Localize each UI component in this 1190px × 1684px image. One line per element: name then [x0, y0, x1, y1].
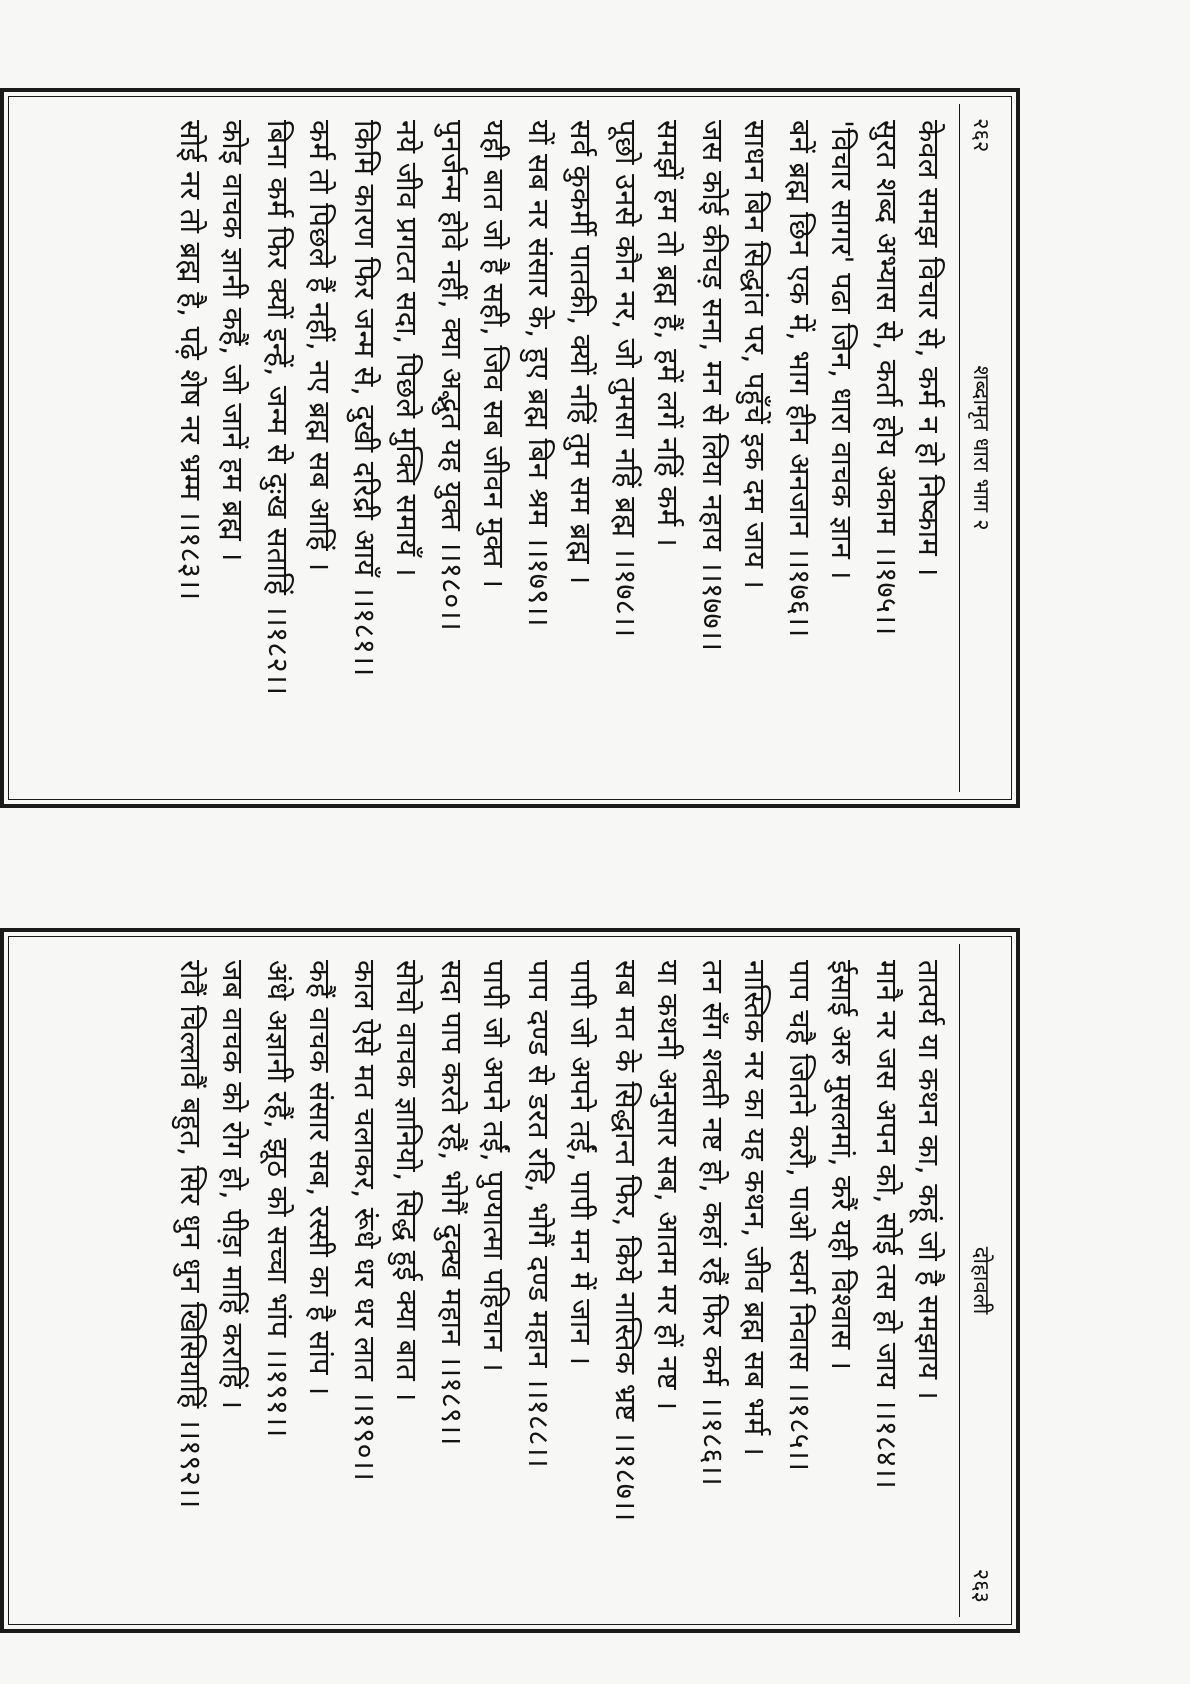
verse-line: अंधे अज्ञानी रहैं, झूठ को सच्चा भांप ।।१९१।।: [261, 960, 295, 1438]
verse-line: यही बात जो है सही, जिव सब जीवन मुक्त ।: [477, 120, 511, 589]
verse-line: काल ऐसे मत चलाकर, रूंधे धर धर लात ।।१९०।।: [348, 960, 382, 1482]
running-title: दोहावली: [968, 1246, 993, 1315]
verse-line: पाप चहै जितने करौ, पाओ स्वर्ग निवास ।।१८५।।: [783, 960, 817, 1472]
verse-line: कोइ वाचक ज्ञानी कहैं, जो जानें हम ब्रह्म ।: [216, 120, 250, 562]
verse-line: पूछो उनसे कौन नर, जो तुमसा नहिं ब्रह्म ।।१७८।।: [609, 120, 643, 638]
page-262-frame: [0, 88, 1020, 808]
verse-line: 'विचार सागर' पढा जिन, धारा वाचक ज्ञान ।: [825, 120, 859, 580]
verse-line: सदा पाप करते रहैं, भोगैं दुक्ख महान ।।१८९।।: [435, 960, 469, 1446]
page-263-frame: [0, 928, 1020, 1633]
verse-line: सर्व कुकर्मी पातकी, क्यों नहिं तुम सम ब्रह्म ।: [564, 120, 598, 585]
verse-line: केवल समझ विचार से, कर्म न हो निष्काम ।: [912, 120, 946, 577]
verse-line: ईसाई अरु मुसलमां, करैं यही विश्वास ।: [825, 960, 859, 1371]
verse-line: साधन बिन सिद्धांत पर, पहुँचें इक दम जाय ।: [738, 120, 772, 590]
verse-line: सोई नर तो ब्रह्म है, पढ़े शेष नर भ्रम्म ।।१८३।।: [174, 120, 208, 601]
verse-line: बनें ब्रह्म छिन एक में, भाग हीन अनजान ।।१७६।।: [783, 120, 817, 638]
verse-line: रोवैं चिल्लावैं बहुत, सिर धुन धुन खिसियाहिं ।।१९२।।: [174, 960, 208, 1509]
verse-line: पापी जो अपने तईं, पुण्यात्मा पहिचान ।: [477, 960, 511, 1372]
verse-line: तात्पर्य या कथन का, कहूं जो है समझाय ।: [912, 960, 946, 1400]
verse-line: बिना कर्म फिर क्यों इन्हें, जन्म से दुःख सताहिं ।।१८२।।: [261, 120, 295, 696]
page-262-header: [959, 104, 1004, 792]
verse-line: पाप दण्ड से डरत रहि, भोगैं दण्ड महान ।।१८८।।: [522, 960, 556, 1468]
verse-line: नये जीव प्रगटत सदा, पिछले मुक्ति समायँ ।: [390, 120, 424, 577]
verse-line: जब वाचक को रोग हो, पीड़ा माहिं कराहिं ।: [216, 960, 250, 1410]
verse-line: सुरत शब्द अभ्यास से, कर्ता होय अकाम ।।१७५।।: [870, 120, 904, 636]
verse-line: तन सँग शक्ती नष्ट हो, कहां रहैं फिर कर्म ।।१८६।।: [696, 960, 730, 1486]
page-number: २६३: [968, 1568, 993, 1603]
verse-line: नास्तिक नर का यह कथन, जीव ब्रह्म सब भर्म ।: [738, 960, 772, 1457]
verse-line: सब मत के सिद्धान्त फिर, किये नास्तिक भ्रष्ट ।।१८७।।: [609, 960, 643, 1522]
verse-line: कर्म तो पिछले हैं नहीं, नए ब्रह्म सब आहिं ।: [303, 120, 337, 572]
verse-line: यों सब नर संसार के, हुए ब्रह्म बिन श्रम ।।१७९।।: [522, 120, 556, 627]
verse-line: सोचो वाचक ज्ञानियो, सिद्ध हुई क्या बात ।: [390, 960, 424, 1402]
verse-line: या कथनी अनुसार सब, आतम मर हों नष्ट ।: [651, 960, 685, 1411]
verse-line: कहैं वाचक संसार सब, रस्सी का है सांप ।: [303, 960, 337, 1396]
running-title: शब्दामृत धारा भाग २: [968, 365, 993, 531]
page-263-header: [959, 944, 1004, 1617]
verse-line: पापी जो अपने तईं, पापी मन में जान ।: [564, 960, 598, 1366]
verse-block: [167, 120, 950, 782]
verse-block: [167, 960, 950, 1607]
verse-line: मानै नर जस अपन को, सोई तस हो जाय ।।१८४।।: [870, 960, 904, 1489]
page-number: २६२: [968, 118, 993, 153]
verse-line: पुनर्जन्म होवे नहीं, क्या अद्भुत यह युक्त ।।१८०।।: [435, 120, 469, 631]
verse-line: समझें हम तो ब्रह्म हैं, हमें लगें नहिं कर्म ।: [651, 120, 685, 547]
verse-line: जस कोई कीचड़ सना, मन से लिया नहाय ।।१७७।।: [696, 120, 730, 652]
verse-line: किमि कारण फिर जन्म से, दुखी दरिद्री आयँ ।।१८१।।: [348, 120, 382, 677]
